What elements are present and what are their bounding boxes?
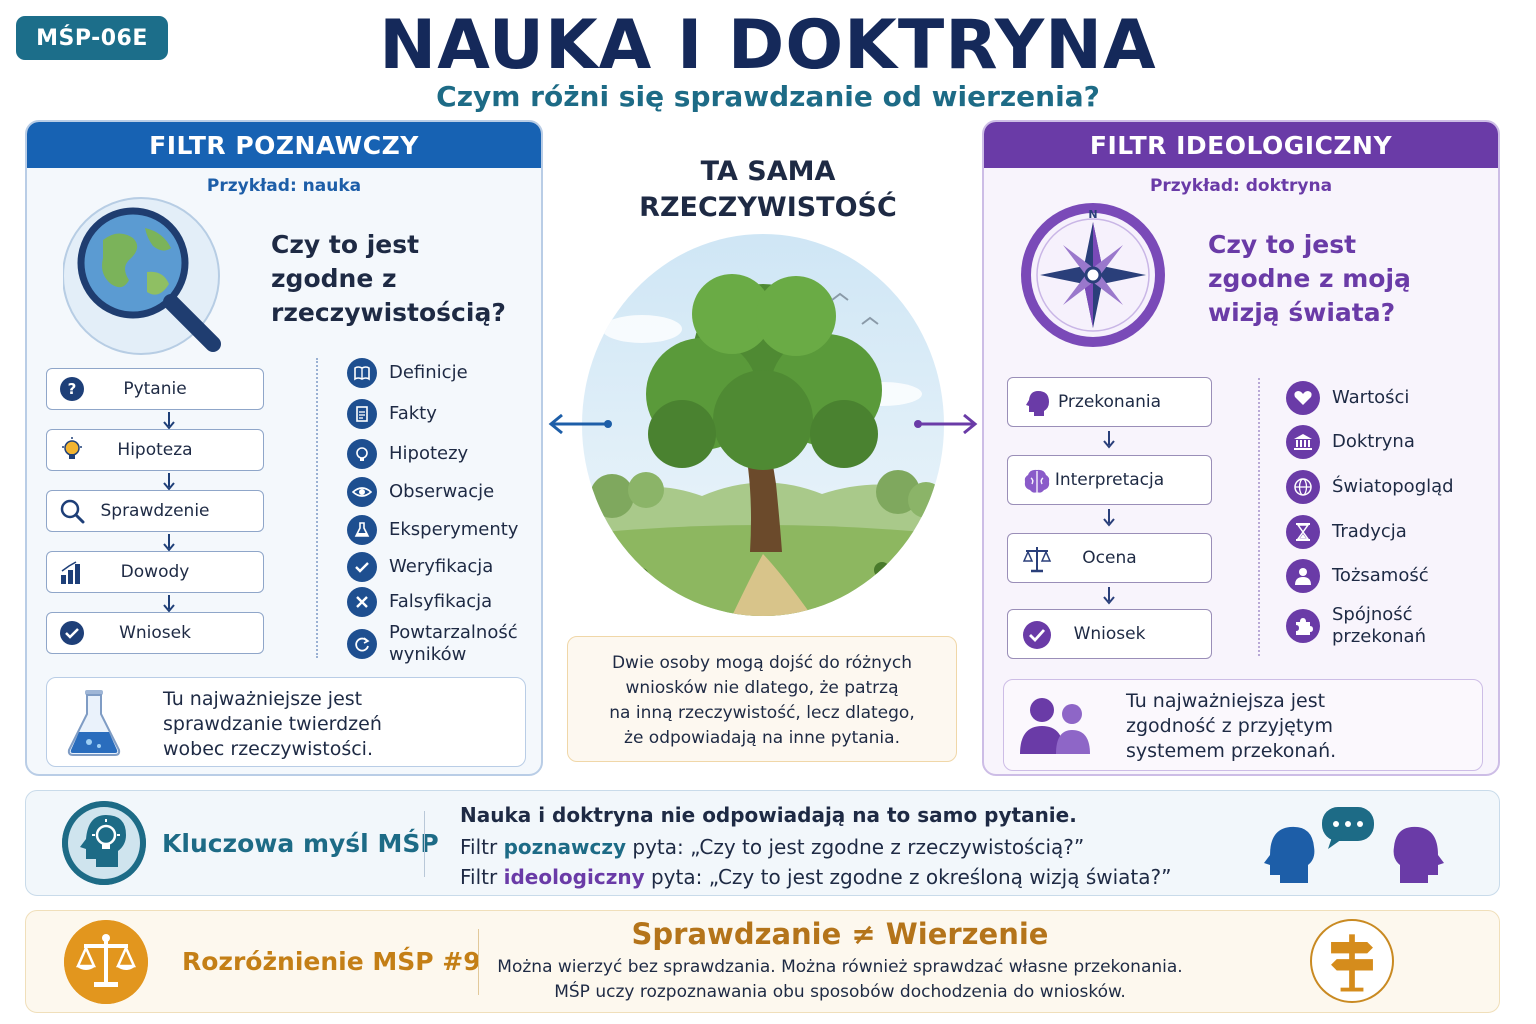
- ideological-filter-header: FILTR IDEOLOGICZNY: [984, 122, 1498, 168]
- page-title: NAUKA I DOKTRYNA: [379, 6, 1157, 85]
- key-thought-line-3: Filtr ideologiczny pyta: „Czy to jest zgodne z określoną wizją świata?”: [460, 865, 1172, 889]
- head-silhouette-icon: [1022, 388, 1052, 418]
- arrow-down-icon: [162, 595, 176, 613]
- cross-icon: [347, 587, 377, 617]
- eye-icon: [347, 477, 377, 507]
- step-verification: Sprawdzenie: [46, 490, 264, 532]
- hourglass-icon: [1286, 515, 1320, 549]
- scales-icon: [1022, 544, 1052, 574]
- cognitive-filter-example: Przykład: nauka: [206, 176, 362, 196]
- lightbulb-icon: [347, 439, 377, 469]
- arrow-down-icon: [162, 473, 176, 491]
- key-thought-label: Kluczowa myśl MŚP: [162, 829, 439, 858]
- arrow-down-icon: [1102, 509, 1116, 527]
- signpost-icon: [1310, 919, 1394, 1003]
- document-icon: [347, 399, 377, 429]
- arrow-left-icon: [548, 412, 614, 436]
- list-item-repeatability: Powtarzalność wyników: [347, 622, 518, 666]
- ideological-note: [1003, 679, 1483, 771]
- puzzle-icon: [1286, 609, 1320, 643]
- globe-icon: [1286, 470, 1320, 504]
- key-separator: [424, 811, 425, 877]
- cognitive-filter-header: FILTR POZNAWCZY: [27, 122, 541, 168]
- search-icon: [59, 498, 85, 524]
- compass-icon: [1018, 200, 1168, 350]
- cognitive-note: [46, 677, 526, 767]
- page-subtitle: Czym różni się sprawdzanie od wierzenia?: [436, 80, 1100, 113]
- list-divider: [316, 358, 318, 658]
- step-question: ? Pytanie: [46, 368, 264, 410]
- step-conclusion: Wniosek: [46, 612, 264, 654]
- arrow-right-icon: [912, 412, 978, 436]
- arrow-down-icon: [162, 534, 176, 552]
- svg-text:?: ?: [67, 380, 77, 398]
- head-lightbulb-icon: [62, 801, 146, 885]
- dialogue-heads-icon: [1264, 805, 1444, 885]
- book-icon: [347, 358, 377, 388]
- list-item-hypotheses: Hipotezy: [347, 439, 468, 469]
- step-evaluation: Ocena: [1007, 533, 1212, 583]
- center-note: Dwie osoby mogą dojść do różnych wniosków nie dlatego, że patrzą na inną rzeczywistość, lecz dlatego, że odpowiadają na inne pytania.: [567, 636, 957, 762]
- brain-icon: [1022, 466, 1052, 496]
- distinction-separator: [478, 929, 479, 995]
- list-item-verification: Weryfikacja: [347, 552, 493, 582]
- key-thought-line-1: Nauka i doktryna nie odpowiadają na to samo pytanie.: [460, 803, 1077, 827]
- list-item-coherence: Spójność przekonań: [1286, 604, 1426, 648]
- ideological-question: Czy to jest zgodne z moją wizją świata?: [1208, 230, 1411, 327]
- scales-icon: [64, 920, 148, 1004]
- ideological-filter-panel: [982, 120, 1500, 776]
- tree-illustration: [582, 234, 944, 616]
- list-item-facts: Fakty: [347, 399, 437, 429]
- step-beliefs: Przekonania: [1007, 377, 1212, 427]
- bar-chart-icon: [59, 559, 85, 585]
- step-evidence: Dowody: [46, 551, 264, 593]
- list-item-identity: Tożsamość: [1286, 559, 1429, 593]
- person-icon: [1286, 559, 1320, 593]
- list-item-tradition: Tradycja: [1286, 515, 1407, 549]
- list-item-values: Wartości: [1286, 381, 1409, 415]
- flask-icon: [347, 515, 377, 545]
- cognitive-note-text: Tu najważniejsze jest sprawdzanie twierdzeń wobec rzeczywistości.: [163, 688, 382, 760]
- list-item-observations: Obserwacje: [347, 477, 494, 507]
- arrow-down-icon: [1102, 431, 1116, 449]
- center-title: TA SAMA RZECZYWISTOŚĆ: [639, 156, 897, 223]
- distinction-band: [25, 910, 1500, 1013]
- arrow-down-icon: [1102, 587, 1116, 605]
- check-circle-icon: [59, 620, 85, 646]
- list-divider: [1258, 378, 1260, 656]
- repeat-icon: [347, 629, 377, 659]
- svg-text:N: N: [1088, 208, 1098, 221]
- check-icon: [347, 552, 377, 582]
- cognitive-filter-panel: [25, 120, 543, 776]
- heart-icon: [1286, 381, 1320, 415]
- question-icon: [59, 376, 85, 402]
- list-item-falsification: Falsyfikacja: [347, 587, 492, 617]
- temple-icon: [1286, 425, 1320, 459]
- step-interpretation: Interpretacja: [1007, 455, 1212, 505]
- distinction-label: Rozróżnienie MŚP #9: [182, 947, 481, 976]
- check-circle-icon: [1022, 620, 1052, 650]
- ideological-note-text: Tu najważniejsza jest zgodność z przyjętym systemem przekonań.: [1126, 690, 1337, 762]
- key-thought-band: [25, 790, 1500, 896]
- cognitive-question: Czy to jest zgodne z rzeczywistością?: [271, 230, 506, 327]
- flask-icon: [65, 688, 123, 758]
- distinction-text: Można wierzyć bez sprawdzania. Można również sprawdzać własne przekonania. MŚP uczy rozpoznawania obu sposobów dochodzenia do wniosków.: [497, 957, 1183, 1002]
- list-item-worldview: Światopogląd: [1286, 470, 1454, 504]
- globe-magnifier-icon: [63, 188, 253, 358]
- ideological-filter-example: Przykład: doktryna: [1149, 176, 1333, 196]
- list-item-doctrine: Doktryna: [1286, 425, 1415, 459]
- document-code-badge: MŚP-06E: [16, 16, 168, 60]
- step-hypothesis: Hipoteza: [46, 429, 264, 471]
- key-thought-line-2: Filtr poznawczy pyta: „Czy to jest zgodne z rzeczywistością?”: [460, 835, 1085, 859]
- step-conclusion-ideological: Wniosek: [1007, 609, 1212, 659]
- list-item-experiments: Eksperymenty: [347, 515, 518, 545]
- people-icon: [1018, 694, 1092, 756]
- lightbulb-icon: [59, 437, 85, 463]
- list-item-definitions: Definicje: [347, 358, 468, 388]
- arrow-down-icon: [162, 412, 176, 430]
- distinction-title: Sprawdzanie ≠ Wierzenie: [631, 917, 1049, 951]
